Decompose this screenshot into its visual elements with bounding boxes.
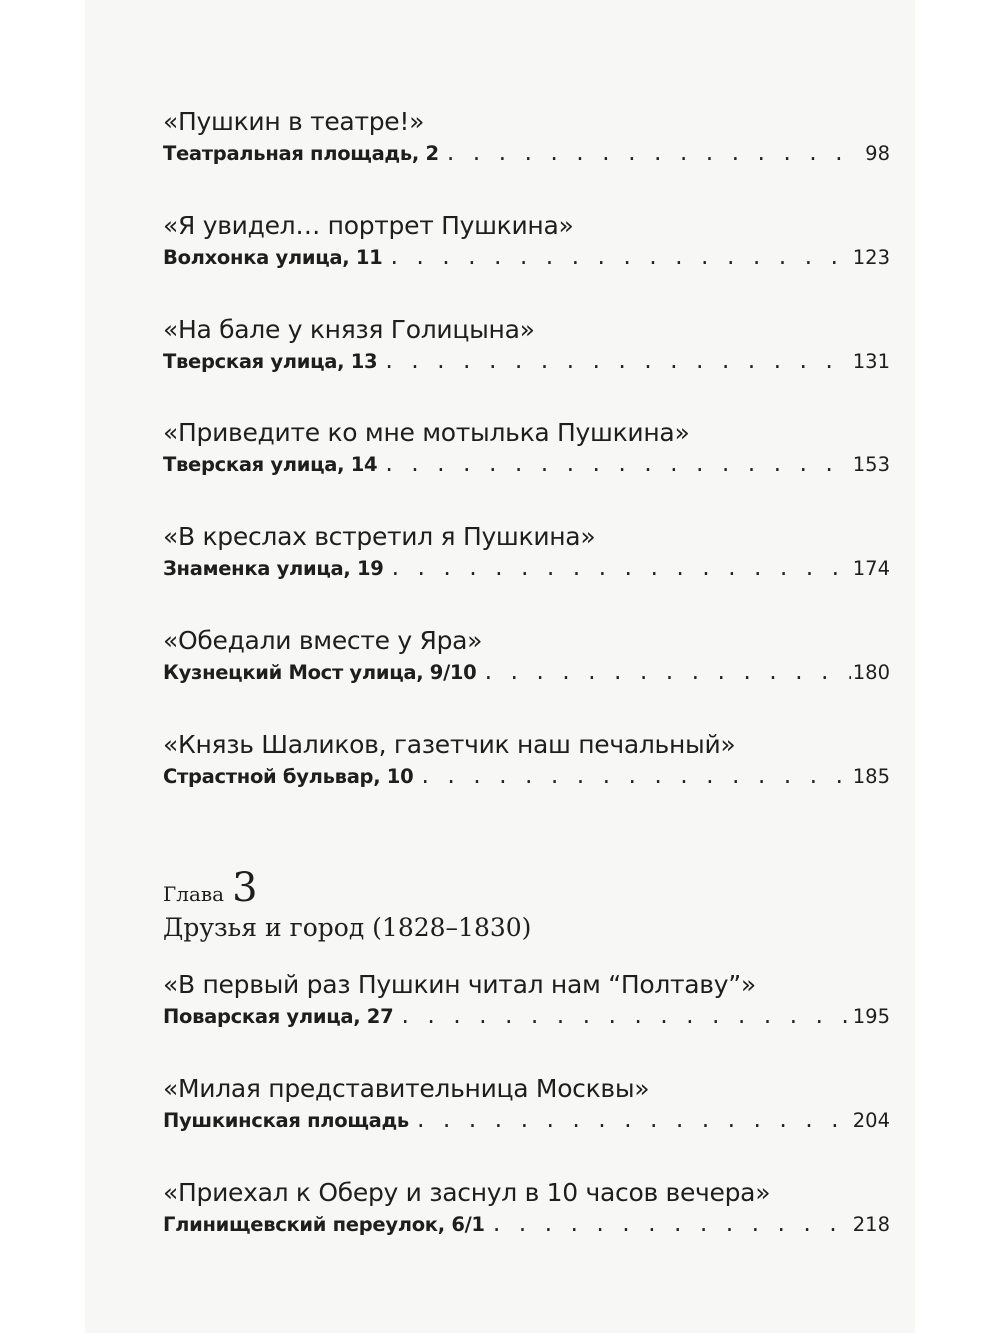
entry-page-number: 98	[865, 142, 890, 165]
entry-address: Знаменка улица, 19	[163, 557, 384, 580]
entry-page-number: 131	[852, 350, 890, 373]
entry-address: Тверская улица, 14	[163, 453, 378, 476]
entry-page-number: 204	[852, 1109, 890, 1132]
entry-page-number: 123	[852, 246, 890, 269]
chapter-number: 3	[232, 865, 258, 911]
toc-entry	[163, 1074, 890, 1133]
chapter-title: Друзья и город (1828–1830)	[163, 913, 532, 942]
leader-dots	[491, 1213, 851, 1237]
entry-title: «Пушкин в театре!»	[163, 107, 425, 136]
toc-entry	[163, 107, 890, 166]
entry-title: «Князь Шаликов, газетчик наш печальный»	[163, 730, 736, 759]
leader-dots	[390, 557, 851, 581]
chapter-label-line	[163, 865, 890, 912]
entry-row	[163, 350, 890, 374]
chapter-label: Глава	[163, 882, 225, 906]
entry-title: «В креслах встретил я Пушкина»	[163, 522, 596, 551]
entry-title: «Обедали вместе у Яра»	[163, 626, 483, 655]
entry-title: «Приведите ко мне мотылька Пушкина»	[163, 418, 690, 447]
leader-dots	[388, 246, 850, 270]
entry-title: «В первый раз Пушкин читал нам “Полтаву”»	[163, 970, 756, 999]
entry-row	[163, 1213, 890, 1237]
entry-page-number: 218	[852, 1213, 890, 1236]
entry-row	[163, 1109, 890, 1133]
entry-row	[163, 453, 890, 477]
leader-dots	[383, 350, 850, 374]
entry-page-number: 153	[852, 453, 890, 476]
entry-row	[163, 142, 890, 166]
toc-entry	[163, 970, 890, 1029]
entry-page-number: 195	[852, 1005, 890, 1028]
toc-entry	[163, 730, 890, 789]
entry-title: «На бале у князя Голицына»	[163, 315, 535, 344]
entry-row	[163, 557, 890, 581]
entry-address: Театральная площадь, 2	[163, 142, 439, 165]
toc-entry	[163, 418, 890, 477]
toc-entry	[163, 315, 890, 374]
entry-row	[163, 765, 890, 789]
leader-dots	[482, 661, 850, 685]
entry-title: «Милая представительница Москвы»	[163, 1074, 650, 1103]
entry-title: «Я увидел… портрет Пушкина»	[163, 211, 574, 240]
chapter-heading	[163, 865, 890, 944]
toc-entry	[163, 1178, 890, 1237]
leader-dots	[383, 453, 850, 477]
entry-address: Волхонка улица, 11	[163, 246, 383, 269]
toc-entry	[163, 522, 890, 581]
entry-address: Глинищевский переулок, 6/1	[163, 1213, 485, 1236]
entry-page-number: 180	[852, 661, 890, 684]
entry-address: Страстной бульвар, 10	[163, 765, 414, 788]
entry-page-number: 185	[852, 765, 890, 788]
entry-address: Тверская улица, 13	[163, 350, 378, 373]
entry-row	[163, 1005, 890, 1029]
entry-row	[163, 661, 890, 685]
leader-dots	[415, 1109, 851, 1133]
entry-row	[163, 246, 890, 270]
entry-address: Пушкинская площадь	[163, 1109, 409, 1132]
leader-dots	[399, 1005, 850, 1029]
entry-page-number: 174	[852, 557, 890, 580]
toc-entry	[163, 626, 890, 685]
entry-address: Поварская улица, 27	[163, 1005, 394, 1028]
leader-dots	[419, 765, 850, 789]
entry-address: Кузнецкий Мост улица, 9/10	[163, 661, 477, 684]
toc-entry	[163, 211, 890, 270]
entry-title: «Приехал к Оберу и заснул в 10 часов вечера»	[163, 1178, 771, 1207]
leader-dots	[445, 142, 863, 166]
